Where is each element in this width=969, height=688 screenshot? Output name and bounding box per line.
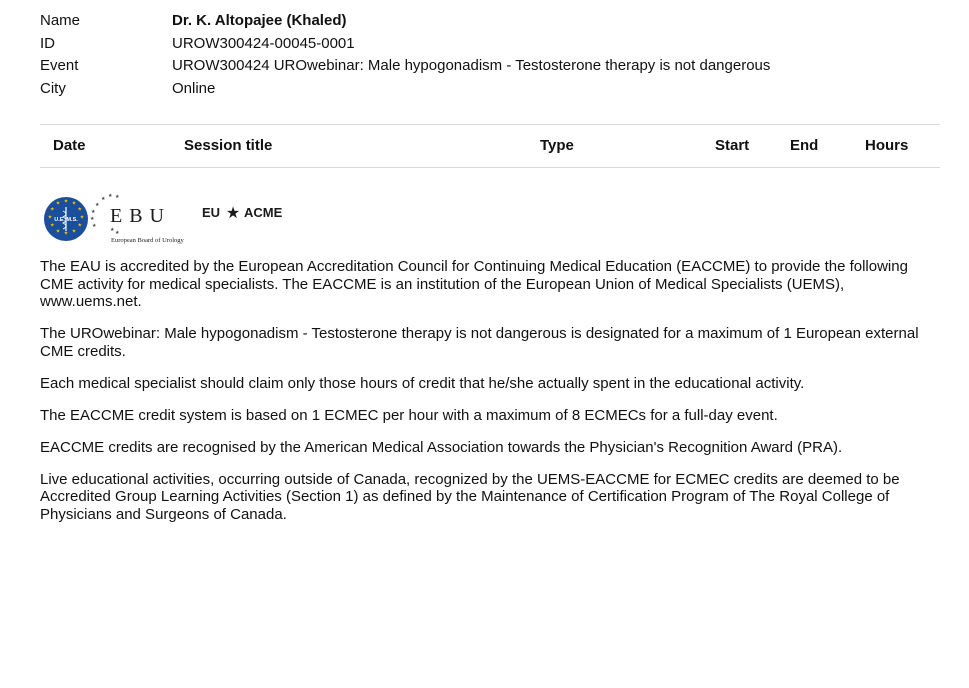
svg-text:★: ★ [63, 230, 69, 237]
ebu-letters: E B U [110, 205, 165, 227]
event-label: Event [40, 57, 79, 75]
svg-text:★: ★ [49, 206, 55, 213]
accreditation-paragraph-2: The UROwebinar: Male hypogonadism - Testosterone therapy is not dangerous is designated for a maximum of 1 European external CME credits. [40, 325, 919, 360]
euacme-star-icon: ★ [225, 205, 241, 222]
svg-text:★: ★ [63, 198, 69, 205]
svg-text:★: ★ [55, 200, 61, 207]
session-table-header [40, 125, 940, 167]
svg-text:★: ★ [115, 194, 120, 200]
euacme-logo [202, 205, 283, 222]
svg-text:★: ★ [47, 214, 53, 221]
accreditation-statement [40, 258, 930, 538]
svg-text:★: ★ [79, 214, 85, 221]
svg-text:★: ★ [71, 228, 77, 235]
svg-text:★: ★ [90, 216, 95, 222]
svg-text:★: ★ [108, 193, 113, 199]
date-column-header: Date [53, 137, 86, 154]
end-column-header: End [790, 137, 819, 154]
svg-text:★: ★ [115, 230, 120, 236]
uems-logo [44, 197, 88, 241]
accreditation-paragraph-3: Each medical specialist should claim only those hours of credit that he/she actually spent in the educational activity. [40, 374, 805, 392]
euacme-eu-text: EU [202, 205, 221, 220]
name-value: Dr. K. Altopajee (Khaled) [172, 12, 347, 30]
svg-text:★: ★ [110, 227, 115, 233]
euacme-acme-text: ACME [244, 205, 283, 220]
accreditation-paragraph-4: The EACCME credit system is based on 1 ECMEC per hour with a maximum of 8 ECMECs for a full-day event. [40, 406, 778, 424]
city-label: City [40, 79, 66, 97]
svg-text:★: ★ [77, 222, 83, 229]
city-value: Online [172, 79, 216, 97]
accreditation-paragraph-1: The EAU is accredited by the European Accreditation Council for Continuing Medical Education (EACCME) to provide the following CME activity for medical specialists. The EACCME is an institution of the European Union of Medical Specialists (UEMS), www.uems.net. [40, 258, 908, 310]
ebu-caption: European Board of Urology [111, 237, 184, 244]
session-header-bottom-divider [40, 167, 940, 168]
svg-text:★: ★ [55, 228, 61, 235]
svg-text:★: ★ [91, 209, 96, 215]
id-row [40, 33, 770, 56]
svg-text:★: ★ [77, 206, 83, 213]
accreditation-logos [40, 190, 360, 250]
start-column-header: Start [715, 137, 750, 154]
name-row [40, 10, 770, 33]
event-row [40, 55, 770, 78]
participant-info-table [40, 10, 770, 100]
svg-text:★: ★ [49, 222, 55, 229]
id-value: UROW300424-00045-0001 [172, 34, 355, 52]
svg-text:★: ★ [95, 202, 100, 208]
hours-column-header: Hours [865, 137, 909, 154]
svg-text:★: ★ [101, 196, 106, 202]
svg-text:★: ★ [71, 200, 77, 207]
accreditation-paragraph-6: Live educational activities, occurring outside of Canada, recognized by the UEMS-EACCME for ECMEC credits are deemed to be Accredited Group Learning Activities (Section 1) as defined by the Maintenance of Certification Program of The Royal College of Physicians and Surgeons of Canada. [40, 470, 900, 523]
type-column-header: Type [540, 137, 574, 154]
event-value: UROW300424 UROwebinar: Male hypogonadism - Testosterone therapy is not dangerous [172, 57, 771, 75]
id-label: ID [40, 34, 55, 52]
accreditation-paragraph-5: EACCME credits are recognised by the American Medical Association towards the Physician's Recognition Award (PRA). [40, 438, 843, 456]
uems-letters: U.E. M.S. [54, 217, 78, 223]
name-label: Name [40, 12, 81, 30]
session-title-column-header: Session title [184, 137, 273, 154]
svg-text:★: ★ [92, 223, 97, 229]
ebu-logo [90, 193, 184, 244]
city-row [40, 78, 770, 101]
